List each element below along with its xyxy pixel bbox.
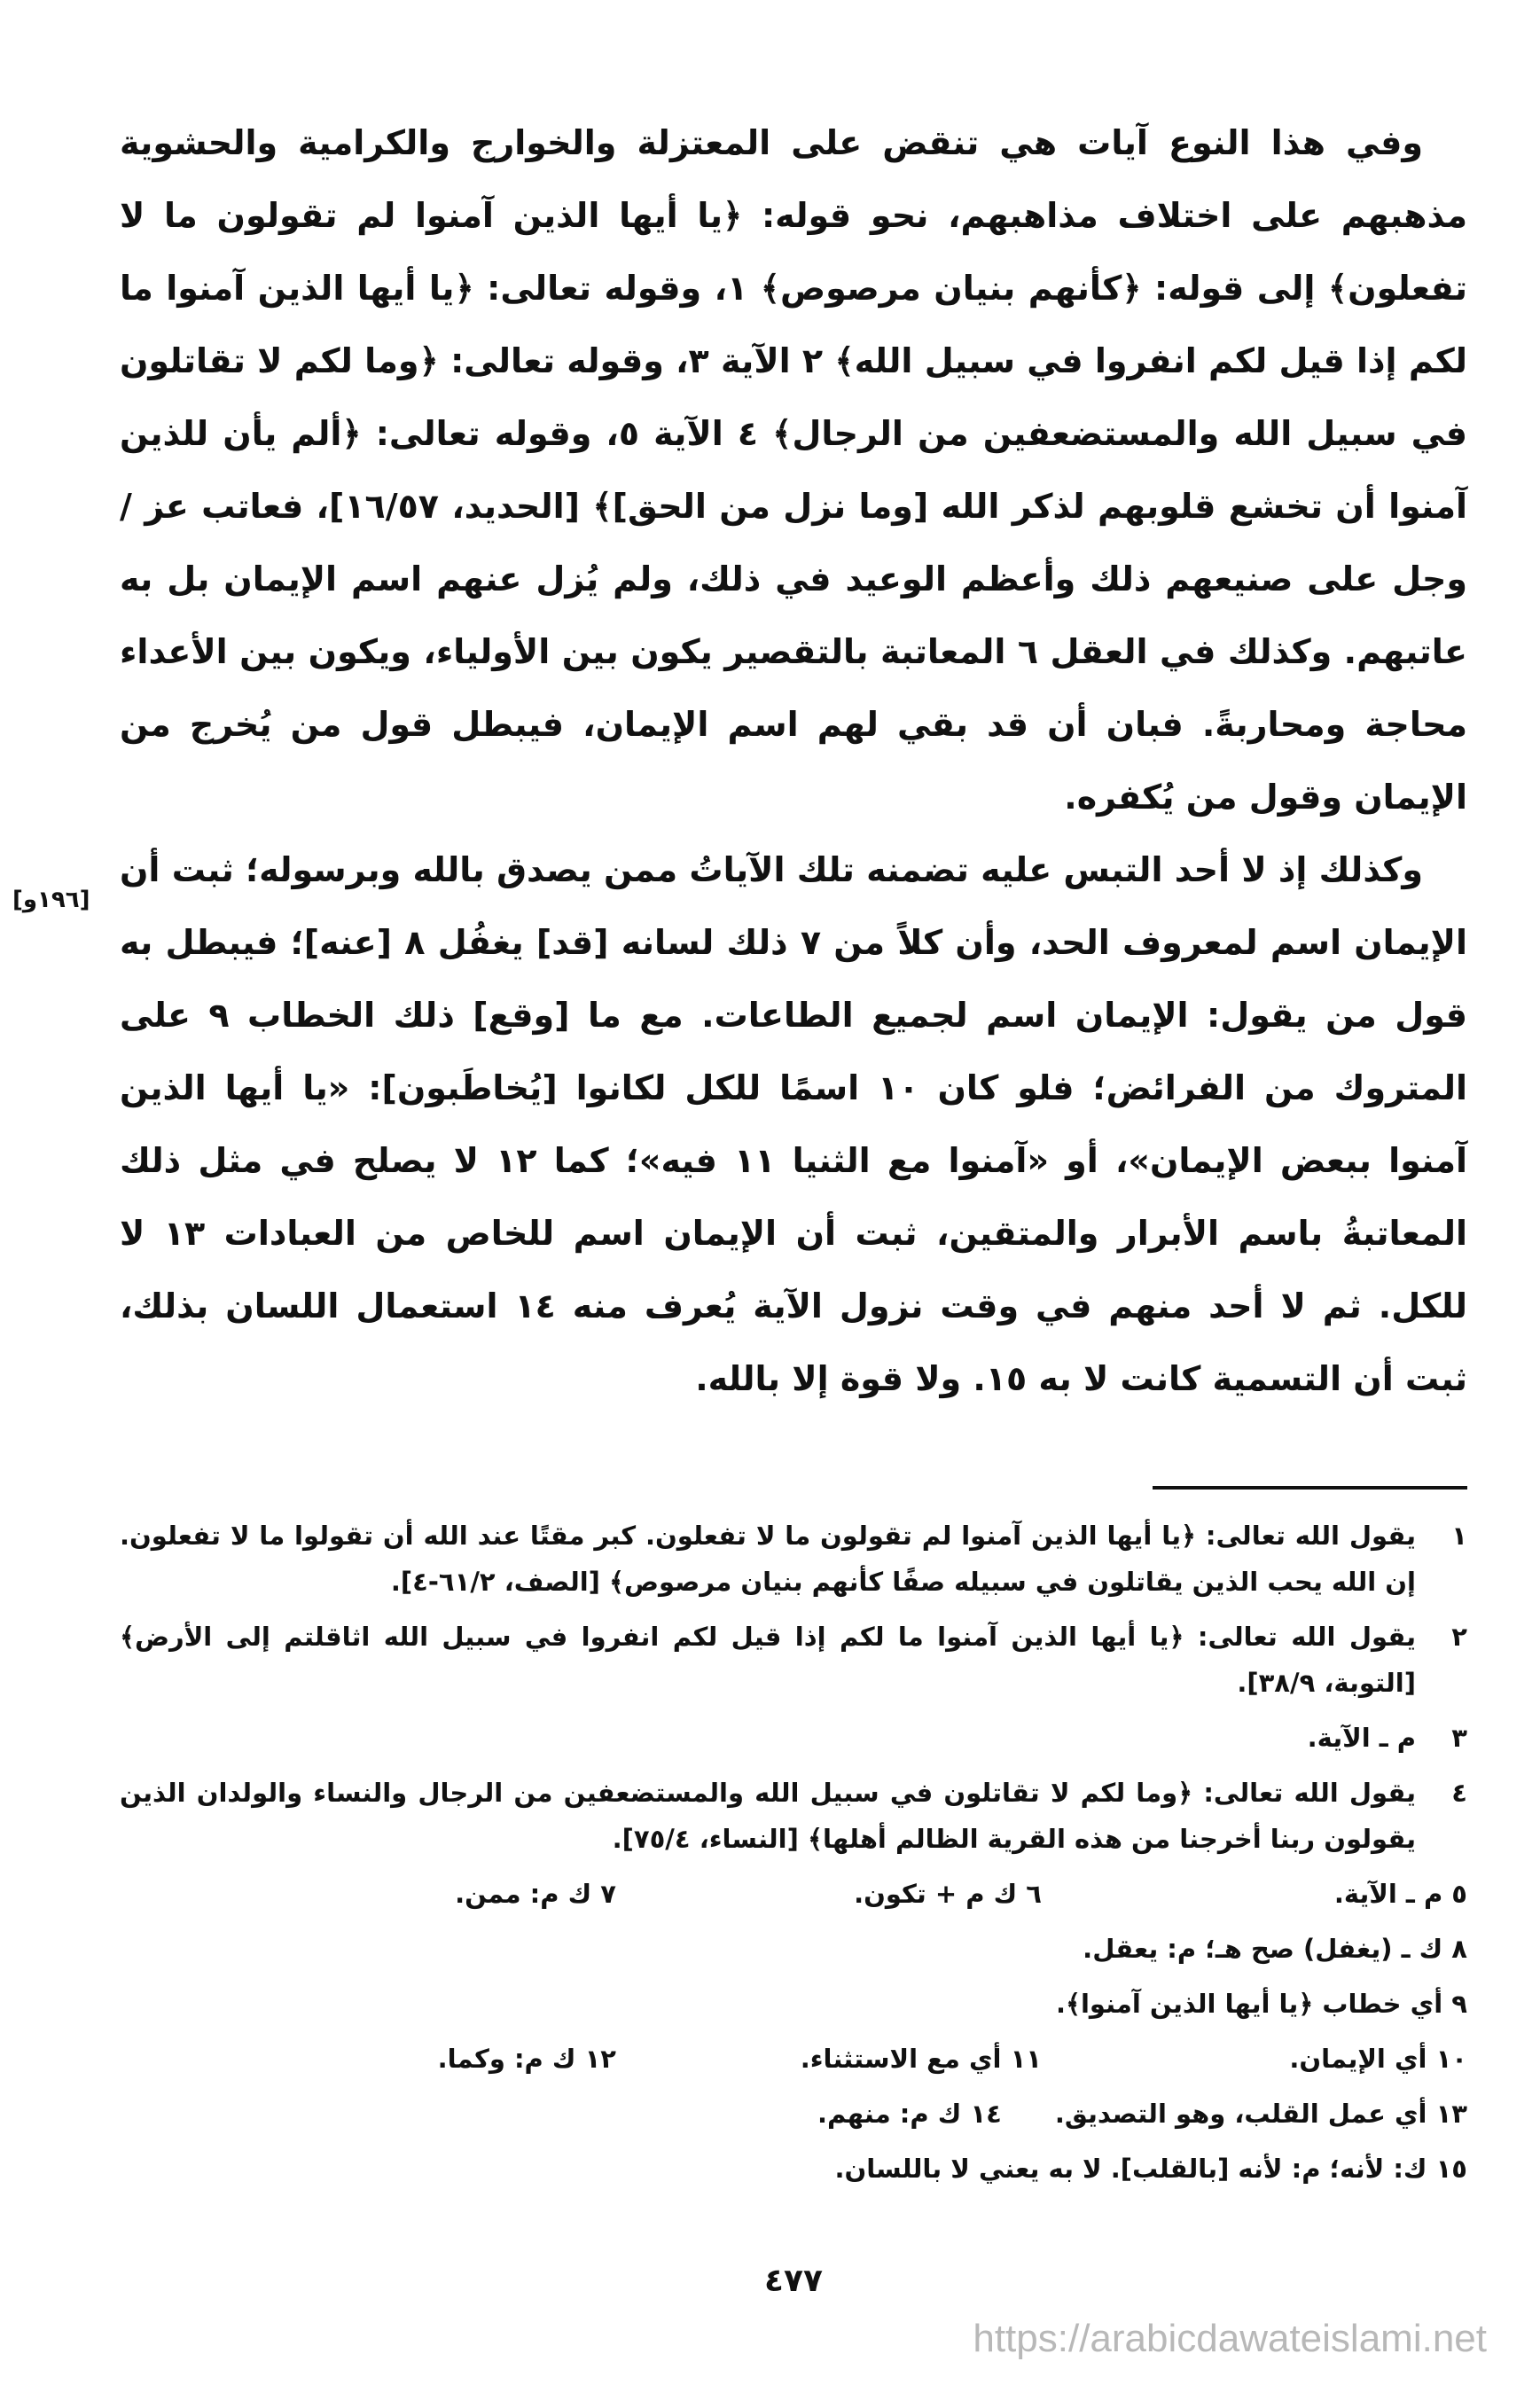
footnote-text <box>120 1513 1416 1605</box>
footnote-row-5-7 <box>120 1871 1467 1917</box>
page-content <box>120 0 1467 2299</box>
footnote-line: يقول الله تعالى: ﴿يا أيها الذين آمنوا ما لكم إذا قيل لكم انفروا في سبيل الله اثاقلتم إلى الأرض﴾ <box>120 1622 1416 1652</box>
text-line: ويكون بين الأعداء محاجة ومحاربةً. فبان أن قد بقي لهم اسم الإيمان، فيبطل قول من يُخرج <box>120 632 1468 744</box>
footnote-line: يقول الله تعالى: ﴿وما لكم لا تقاتلون في سبيل الله والمستضعفين من الرجال والنساء والولدان الذين يقولون <box>120 1778 1416 1854</box>
footnote-4 <box>120 1770 1467 1862</box>
footnote-8: ٨ ك ـ (يغفل) صح هـ؛ م: يعقل. <box>1083 1934 1467 1964</box>
footnote-9: ٩ أي خطاب ﴿يا أيها الذين آمنوا﴾. <box>1055 1989 1467 2019</box>
footnote-11: ١١ أي مع الاستثناء. <box>800 2044 1042 2074</box>
footnote-number: ٢ <box>1451 1622 1467 1652</box>
footnote-number: ٤ <box>1451 1778 1467 1808</box>
watermark-url: https://arabicdawateislami.net <box>973 2317 1487 2360</box>
footnote-3 <box>120 1715 1467 1761</box>
text-line: بنيان مرصوص﴾ ١، وقوله تعالى: ﴿يا أيها الذين آمنوا ما لكم إذا قيل لكم انفروا في سبيل <box>120 269 1468 380</box>
text-line: اللسان بذلك، ثبت أن التسمية كانت لا به ١٥. ولا قوة إلا بالله. <box>120 1286 1467 1398</box>
text-line: للخاص من العبادات ١٣ لا للكل. ثم لا أحد منهم في وقت نزول الآية يُعرف منه ١٤ استعمال <box>120 1214 1468 1325</box>
text-line: عنهم اسم الإيمان بل به عاتبهم. وكذلك في العقل ٦ المعاتبة بالتقصير يكون بين الأولياء، <box>120 559 1467 671</box>
footnote-13: ١٣ أي عمل القلب، وهو التصديق. <box>1054 2099 1467 2129</box>
footnote-number: ١ <box>1451 1521 1467 1551</box>
footnote-1 <box>120 1513 1467 1605</box>
footnote-row-13-14 <box>120 2091 1467 2137</box>
footnote-15: ١٥ ك: لأنه؛ م: لأنه [بالقلب]. لا به يعني لا باللسان. <box>834 2154 1467 2184</box>
manuscript-folio-note: [١٩٦و] <box>12 887 90 913</box>
footnote-line: ربنا أخرجنا من هذه القرية الظالم أهلها﴾ [النساء، ٧٥/٤]. <box>612 1824 1316 1854</box>
footnote-line: يقول الله تعالى: ﴿يا أيها الذين آمنوا لم تقولون ما لا تفعلون. كبر مقتًا عند الله أن تقولوا ما لا تفعلون. إن <box>120 1521 1416 1597</box>
text-line: الله﴾ ٢ الآية ٣، وقوله تعالى: ﴿وما لكم لا تقاتلون في سبيل الله والمستضعفين من الرجال﴾ ٤ <box>120 341 1467 453</box>
text-line: الآية ٥، وقوله تعالى: ﴿ألم يأن للذين آمنوا أن تخشع قلوبهم لذكر الله [وما نزل من الحق]﴾ <box>120 414 1467 526</box>
footnote-number: ٣ <box>1451 1723 1467 1753</box>
footnote-line: الله يحب الذين يقاتلون في سبيله صفًا كأنهم بنيان مرصوص﴾ [الصف، ٦١/٢-٤]. <box>390 1567 1377 1597</box>
text-line: يقول: الإيمان اسم لجميع الطاعات. مع ما [وقع] ذلك الخطاب ٩ على المتروك من الفرائض؛ <box>120 996 1467 1107</box>
footnote-row-10-12 <box>120 2036 1467 2082</box>
text-line: وفي هذا النوع آيات هي تنقض على المعتزلة والخوارج والكرامية والحشوية مذهبهم على <box>120 123 1467 235</box>
main-paragraph-2 <box>120 833 1467 1415</box>
text-line: فلو كان ١٠ اسمًا للكل لكانوا [يُخاطَبون]: «يا أيها الذين آمنوا ببعض الإيمان»، أو «آمنوا مع <box>120 1068 1468 1180</box>
footnote-5: ٥ م ـ الآية. <box>1333 1879 1467 1909</box>
main-paragraph-1 <box>120 106 1467 833</box>
text-line: الثنيا ١١ فيه»؛ كما ١٢ لا يصلح في مثل ذلك المعاتبةُ باسم الأبرار والمتقين، ثبت أن الإيمان اسم <box>120 1141 1468 1253</box>
footnote-6: ٦ ك م + تكون. <box>854 1879 1042 1909</box>
footnote-text <box>120 1614 1416 1706</box>
footnote-7: ٧ ك م: ممن. <box>455 1879 616 1909</box>
page-number: ٤٧٧ <box>764 2263 823 2299</box>
footnote-12: ١٢ ك م: وكما. <box>437 2044 616 2074</box>
text-line: الإيمان اسم لمعروف الحد، وأن كلاً من ٧ ذلك لسانه [قد] يغفُل ٨ [عنه]؛ فيبطل به قول من <box>120 923 1467 1035</box>
footnote-10: ١٠ أي الإيمان. <box>1289 2044 1467 2074</box>
footnote-divider <box>1153 1486 1467 1490</box>
text-line: من الإيمان وقول من يُكفره. <box>120 705 1467 817</box>
text-line: [الحديد، ١٦/٥٧]، فعاتب عز / وجل على صنيعهم ذلك وأعظم الوعيد في ذلك، ولم يُزل <box>120 487 1467 598</box>
text-line: اختلاف مذاهبهم، نحو قوله: ﴿يا أيها الذين آمنوا لم تقولون ما لا تفعلون﴾ إلى قوله: ﴿كأنهم <box>120 196 1467 308</box>
text-line: وكذلك إذ لا أحد التبس عليه تضمنه تلك الآياتُ ممن يصدق بالله وبرسوله؛ ثبت أن <box>120 850 1423 889</box>
footnote-14: ١٤ ك م: منهم. <box>817 2099 1002 2129</box>
footnote-2 <box>120 1614 1467 1706</box>
footnotes <box>120 1513 1467 2192</box>
footnote-line: [التوبة، ٣٨/٩]. <box>1237 1668 1416 1698</box>
footnote-text: م ـ الآية. <box>1307 1723 1416 1753</box>
footnote-text <box>120 1770 1416 1862</box>
